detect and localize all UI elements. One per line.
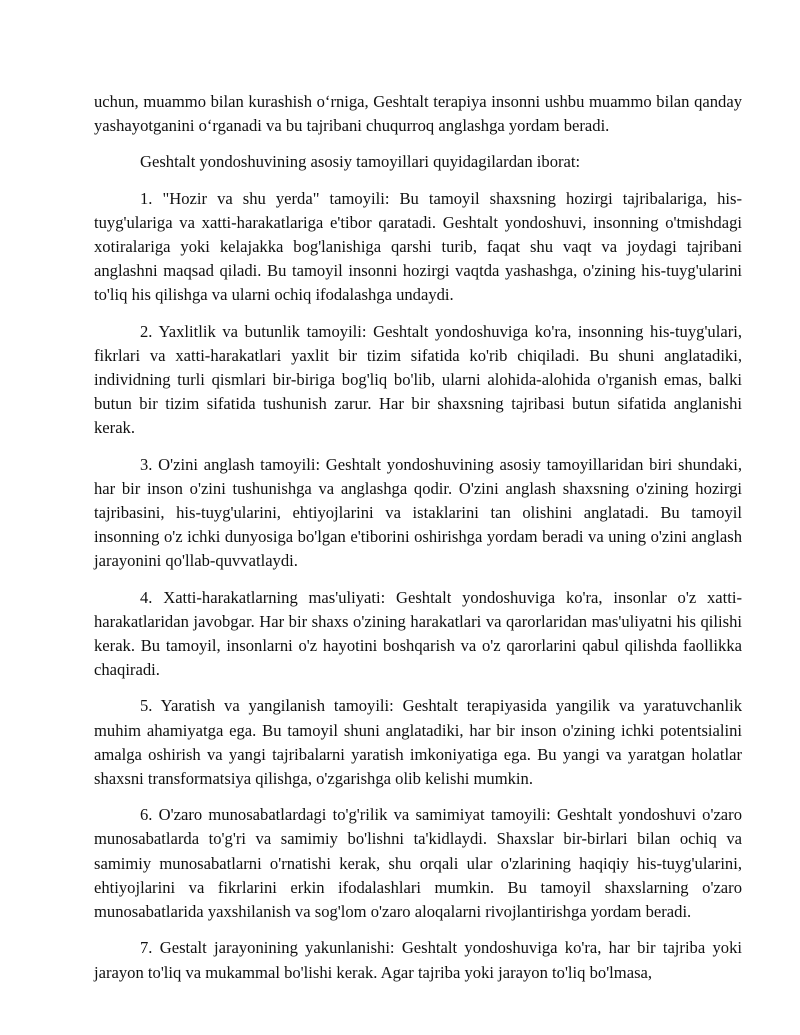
paragraph-principle-4: 4. Xatti-harakatlarning mas'uliyati: Geshtalt yondoshuviga ko'ra, insonlar o'z xatti-harakatlaridan javobgar. Har bir shaxs o'zining harakatlari va qarorlaridan mas'uliyatni his qilishi kerak. Bu tamoyil, insonlarni o'z hayotini boshqarish va o'z qarorlarini qabul qilishda faollikka chaqiradi. xyxy=(94,587,742,680)
paragraph-intro: Geshtalt yondoshuvining asosiy tamoyillari quyidagilardan iborat: xyxy=(140,152,581,172)
paragraph-principle-3: 3. O'zini anglash tamoyili: Geshtalt yondoshuvining asosiy tamoyillaridan biri shundaki, har bir inson o'zini tushunishga va anglashga qodir. O'zini anglash shaxsning o'zining hozirgi tajribasini, his-tuyg'ularini, ehtiyojlarini va istaklarini tan olishini anglatadi. Bu tamoyil insonning o'z ichki dunyosiga bo'lgan e'tiborini oshirishga yordam beradi va uning o'zini anglash jarayonini qo'llab-quvvatlaydi. xyxy=(94,454,742,571)
paragraph-principle-1: 1. "Hozir va shu yerda" tamoyili: Bu tamoyil shaxsning hozirgi tajribalariga, his-tuyg'ulariga va xatti-harakatlariga e'tibor qaratadi. Geshtalt yondoshuvi, insonning o'tmishdagi xotiralariga yoki kelajakka bog'lanishiga qarshi turib, faqat shu vaqt va joydagi tajribani anglashni maqsad qiladi. Bu tamoyil insonni hozirgi vaqtda yashashga, o'zining his-tuyg'ularini to'liq his qilishga va ularni ochiq ifodalashga undaydi. xyxy=(94,188,742,305)
paragraph-principle-7: 7. Gestalt jarayonining yakunlanishi: Geshtalt yondoshuviga ko'ra, har bir tajriba yoki jarayon to'liq va mukammal bo'lishi kerak. Agar tajriba yoki jarayon to'liq bo'lmasa, xyxy=(94,938,742,982)
paragraph-principle-5: 5. Yaratish va yangilanish tamoyili: Geshtalt terapiyasida yangilik va yaratuvchanlik muhim ahamiyatga ega. Bu tamoyil shuni anglatadiki, har bir inson o'zining ichki potentsialini amalga oshirish va yangi tajribalarni yaratish imkoniyatiga ega. Bu yangi va yaratgan holatlar shaxsni transformatsiya qilishga, o'zgarishga olib kelishi mumkin. xyxy=(94,696,742,789)
paragraph-continuation: uchun, muammo bilan kurashish o‘rniga, Geshtalt terapiya insonni ushbu muammo bilan qanday yashayotganini o‘rganadi va bu tajribani chuqurroq anglashga yordam beradi. xyxy=(94,92,742,136)
paragraph-principle-2: 2. Yaxlitlik va butunlik tamoyili: Geshtalt yondoshuviga ko'ra, insonning his-tuyg'ulari, fikrlari va xatti-harakatlari yaxlit bir tizim sifatida ko'rib chiqiladi. Bu shuni anglatadiki, individning turli qismlari bir-biriga bog'liq bo'lib, ularni alohida-alohida o'rganish emas, balki butun bir tizim sifatida tushunish zarur. Har bir shaxsning tajribasi butun sifatida anglanishi kerak. xyxy=(94,321,742,438)
document-page xyxy=(94,90,742,985)
paragraph-principle-6: 6. O'zaro munosabatlardagi to'g'rilik va samimiyat tamoyili: Geshtalt yondoshuvi o'zaro munosabatlarda to'g'ri va samimiy bo'lishni ta'kidlaydi. Shaxslar bir-birlari bilan ochiq va samimiy munosabatlarni o'rnatishi kerak, shu orqali ular o'zlarining haqiqiy his-tuyg'ularini, ehtiyojlarini va fikrlarini erkin ifodalashlari mumkin. Bu tamoyil shaxslarning o'zaro munosabatlarida yaxshilanish va sog'lom o'zaro aloqalarni rivojlantirishga yordam beradi. xyxy=(94,805,742,922)
